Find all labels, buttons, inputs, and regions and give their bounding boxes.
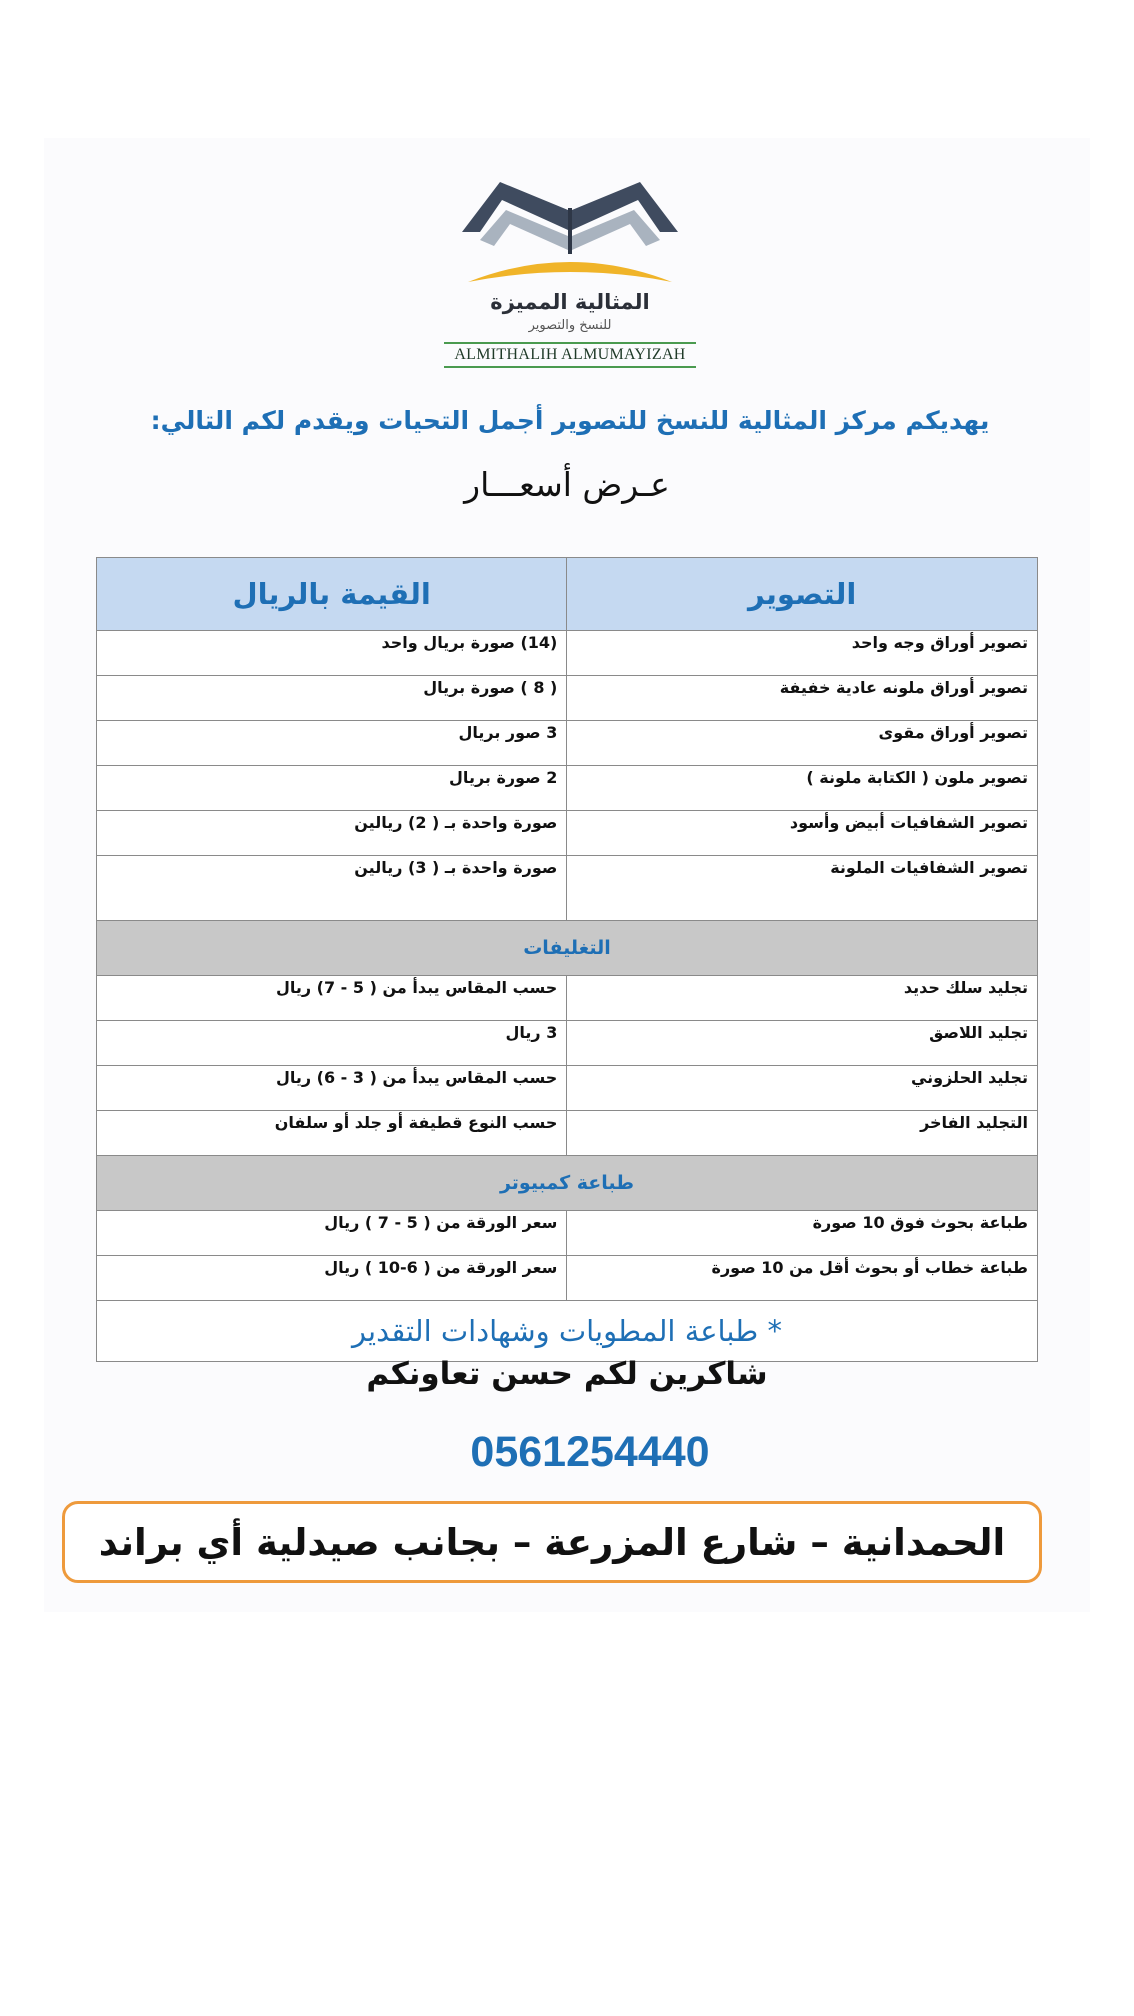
- header-service: التصوير: [567, 558, 1038, 631]
- price-cell: سعر الورقة من ( 5 - 7 ) ريال: [97, 1211, 567, 1256]
- price-cell: 3 صور بريال: [97, 721, 567, 766]
- logo-english-name: ALMITHALIH ALMUMAYIZAH: [444, 342, 696, 368]
- service-cell: طباعة بحوث فوق 10 صورة: [567, 1211, 1038, 1256]
- table-row: [97, 856, 1038, 921]
- price-cell: 2 صورة بريال: [97, 766, 567, 811]
- price-cell: سعر الورقة من ( 6-10 ) ريال: [97, 1256, 567, 1301]
- thanks-text: شاكرين لكم حسن تعاونكم: [366, 1356, 768, 1392]
- service-cell: تجليد الحلزوني: [567, 1066, 1038, 1111]
- service-cell: تصوير الشفافيات أبيض وأسود: [567, 811, 1038, 856]
- table-row: [97, 676, 1038, 721]
- logo-tagline: للنسخ والتصوير: [528, 318, 612, 333]
- price-cell: 3 ريال: [97, 1021, 567, 1066]
- price-cell: ( 8 ) صورة بريال: [97, 676, 567, 721]
- service-cell: تجليد اللاصق: [567, 1021, 1038, 1066]
- table-footer-row: [97, 1301, 1038, 1362]
- table-row: [97, 1256, 1038, 1301]
- service-cell: تصوير ملون ( الكتابة ملونة ): [567, 766, 1038, 811]
- price-cell: حسب المقاس يبدأ من ( 5 - 7) ريال: [97, 976, 567, 1021]
- address-box: [62, 1501, 1042, 1583]
- price-table: [96, 557, 1038, 1362]
- service-cell: تصوير أوراق ملونه عادية خفيفة: [567, 676, 1038, 721]
- service-cell: التجليد الفاخر: [567, 1111, 1038, 1156]
- section-row-printing: [97, 1156, 1038, 1211]
- section-row-binding: [97, 921, 1038, 976]
- table-row: [97, 631, 1038, 676]
- table-row: [97, 766, 1038, 811]
- price-cell: حسب النوع قطيفة أو جلد أو سلفان: [97, 1111, 567, 1156]
- service-cell: طباعة خطاب أو بحوث أقل من 10 صورة: [567, 1256, 1038, 1301]
- company-logo: [440, 170, 700, 380]
- service-cell: تصوير أوراق مقوى: [567, 721, 1038, 766]
- table-row: [97, 811, 1038, 856]
- service-cell: تصوير الشفافيات الملونة: [567, 856, 1038, 921]
- table-row: [97, 1021, 1038, 1066]
- open-book-icon: [440, 170, 700, 300]
- table-row: [97, 1211, 1038, 1256]
- address-text: الحمدانية – شارع المزرعة – بجانب صيدلية أي براند: [98, 1520, 1006, 1564]
- intro-text: يهديكم مركز المثالية للنسخ للتصوير أجمل التحيات ويقدم لكم التالي:: [150, 406, 990, 435]
- price-cell: صورة واحدة بـ ( 3) ريالين: [97, 856, 567, 921]
- table-row: [97, 721, 1038, 766]
- table-header-row: [97, 558, 1038, 631]
- service-cell: تصوير أوراق وجه واحد: [567, 631, 1038, 676]
- header-price: القيمة بالريال: [97, 558, 567, 631]
- footer-note: * طباعة المطويات وشهادات التقدير: [97, 1301, 1038, 1362]
- section-title-printing: طباعة كمبيوتر: [97, 1156, 1038, 1211]
- logo-arabic-name: المثالية المميزة: [490, 290, 650, 314]
- phone-number: 0561254440: [470, 1428, 710, 1476]
- section-title-binding: التغليفات: [97, 921, 1038, 976]
- price-cell: حسب المقاس يبدأ من ( 3 - 6) ريال: [97, 1066, 567, 1111]
- table-row: [97, 1111, 1038, 1156]
- price-cell: (14) صورة بريال واحد: [97, 631, 567, 676]
- table-row: [97, 976, 1038, 1021]
- service-cell: تجليد سلك حديد: [567, 976, 1038, 1021]
- price-cell: صورة واحدة بـ ( 2) ريالين: [97, 811, 567, 856]
- offer-title: عـرض أسعـــار: [464, 465, 670, 504]
- table-row: [97, 1066, 1038, 1111]
